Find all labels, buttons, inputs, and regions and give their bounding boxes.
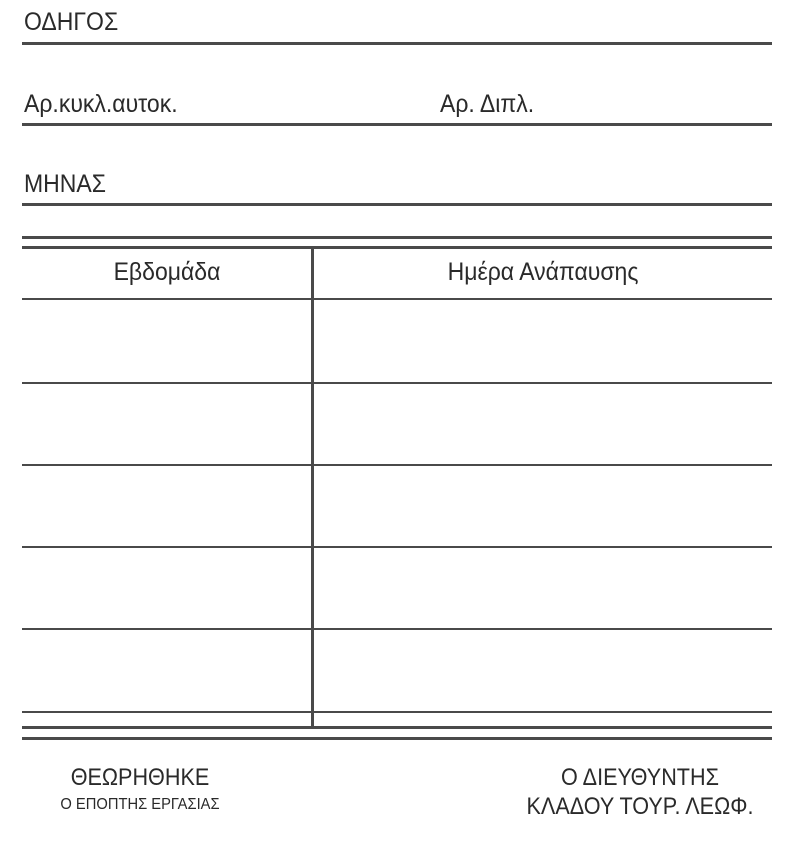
table-row-4-week-cell[interactable] <box>22 548 311 628</box>
table-top-rule-outer <box>22 236 772 239</box>
table-row-2-week-cell[interactable] <box>22 384 311 464</box>
table-row-5-rest-day-cell[interactable] <box>314 630 772 710</box>
month-label: ΜΗΝΑΣ <box>24 170 106 198</box>
tour-bus-division-label: ΚΛΑΔΟΥ ΤΟΥΡ. ΛΕΩΦ. <box>526 793 754 820</box>
table-bottom-rule-1 <box>22 711 772 713</box>
table-row-1-week-cell[interactable] <box>22 300 311 382</box>
work-supervisor-label: Ο ΕΠΟΠΤΗΣ ΕΡΓΑΣΙΑΣ <box>60 796 220 813</box>
table-row-3-rest-day-cell[interactable] <box>314 466 772 546</box>
driver-label: ΟΔΗΓΟΣ <box>24 8 119 36</box>
table-row-5-week-cell[interactable] <box>22 630 311 710</box>
vehicle-number-label: Αρ.κυκλ.αυτοκ. <box>24 90 178 118</box>
table-bottom-rule-3 <box>22 737 772 740</box>
table-bottom-rule-2 <box>22 726 772 729</box>
vehicle-license-field-line[interactable] <box>22 123 772 126</box>
license-number-label: Αρ. Διπλ. <box>440 90 535 118</box>
table-top-rule-inner <box>22 246 772 249</box>
month-field-line[interactable] <box>22 203 772 206</box>
column-header-rest-day: Ημέρα Ανάπαυσης <box>447 258 639 286</box>
table-row-3-week-cell[interactable] <box>22 466 311 546</box>
director-label: Ο ΔΙΕΥΘΥΝΤΗΣ <box>561 764 719 791</box>
column-header-week: Εβδομάδα <box>113 258 221 286</box>
table-row-4-rest-day-cell[interactable] <box>314 548 772 628</box>
approved-label: ΘΕΩΡΗΘΗΚΕ <box>70 764 210 791</box>
table-row-2-rest-day-cell[interactable] <box>314 384 772 464</box>
driver-field-line[interactable] <box>22 42 772 45</box>
table-row-1-rest-day-cell[interactable] <box>314 300 772 382</box>
